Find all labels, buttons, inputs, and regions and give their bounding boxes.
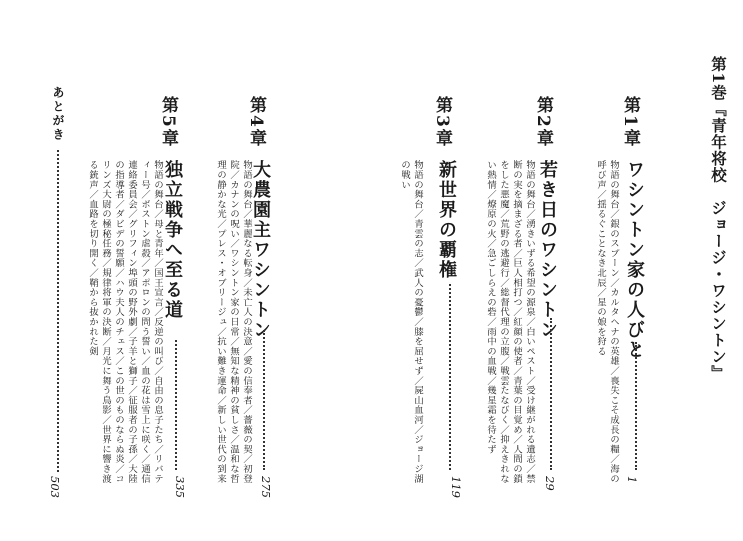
chapter-title[interactable]: 若き日のワシントン bbox=[537, 160, 558, 340]
chapter-title[interactable]: 新世界の覇権 bbox=[436, 160, 457, 280]
leader-dots bbox=[263, 330, 265, 470]
leader-dots bbox=[175, 340, 177, 470]
chapter-title[interactable]: 独立戦争へ至る道 bbox=[162, 160, 183, 320]
page-number: 275 bbox=[259, 476, 273, 498]
chapter-title[interactable]: 大農園主ワシントン bbox=[250, 160, 271, 340]
chapter-number: 第2章 bbox=[533, 96, 553, 148]
leader-dots bbox=[57, 150, 59, 472]
page-number: 503 bbox=[48, 476, 62, 498]
chapter-number: 第3章 bbox=[432, 96, 452, 148]
page-number: 335 bbox=[173, 476, 187, 498]
chapter-description: 物語の舞台／湧きいずる希望の源泉／白いペスト／受け継がれる遺志／禁断の実を摘まざる者／巨人相打つ／紅顔の使者／青葉の目覚め／人間の鎖をした悪魔／荒野の逃避行／総督代理の立腹／戦雲たなびく／抑えきれない熱情／燎原の火／急ごしらえの砦／雨中の血戦／幾星霜を待たず bbox=[485, 160, 535, 484]
afterword-title[interactable]: あとがき bbox=[51, 86, 65, 142]
page-number: 1 bbox=[625, 476, 639, 484]
chapter-description: 物語の舞台／青雲の志／武人の憂鬱／膝を屈せず／屍山血河／ジョージ湖の戦い bbox=[399, 160, 423, 484]
page-number: 29 bbox=[543, 476, 557, 491]
chapter-description: 物語の舞台／華麗なる転身／未亡人の決意／愛の信奉者／薔薇の契／初登院／カナンの呪い／ワシントン家の日常／無知な精神の貧しさ／温和な哲理の静かな光／プレス・オブリージュ／抗い難き運命／新しい世代の到来 bbox=[215, 160, 252, 484]
leader-dots bbox=[550, 318, 552, 470]
leader-dots bbox=[449, 284, 451, 470]
page-number: 119 bbox=[449, 476, 463, 498]
chapter-description: 物語の舞台／銀のスプーン／カルタヘナの英雄／喪失こそ成長の糧／海の呼び声／揺るぐことなき北辰／星の娘を狩る bbox=[595, 160, 619, 484]
leader-dots bbox=[635, 342, 637, 470]
chapter-title[interactable]: ワシントン家の人びと bbox=[624, 160, 645, 360]
chapter-number: 第1章 bbox=[620, 96, 640, 148]
volume-title: 第1巻『青年将校 ジョージ・ワシントン』 bbox=[709, 56, 728, 382]
chapter-number: 第4章 bbox=[246, 96, 266, 148]
chapter-description: 物語の舞台／母と青年／国王宣言／反逆の叫び／自由の息子たち／リバティー号／ボストン虐殺／アポロンの問う誓い／血の花は雪上に咲く／通信連絡委員会／グリフィン埠頭の野外劇／子羊と獅子／征服者の子孫／大陸の指導者／ダビデの誓願／ハウ夫人のチェス／この世のものならぬ炎／コリンズ大尉の極秘任務／規律将軍の決断／月光に舞う鳥影／世界に響き渡る銃声／血路を切り開く／鞘から抜かれた剣 bbox=[87, 160, 163, 484]
chapter-number: 第5章 bbox=[158, 96, 178, 148]
